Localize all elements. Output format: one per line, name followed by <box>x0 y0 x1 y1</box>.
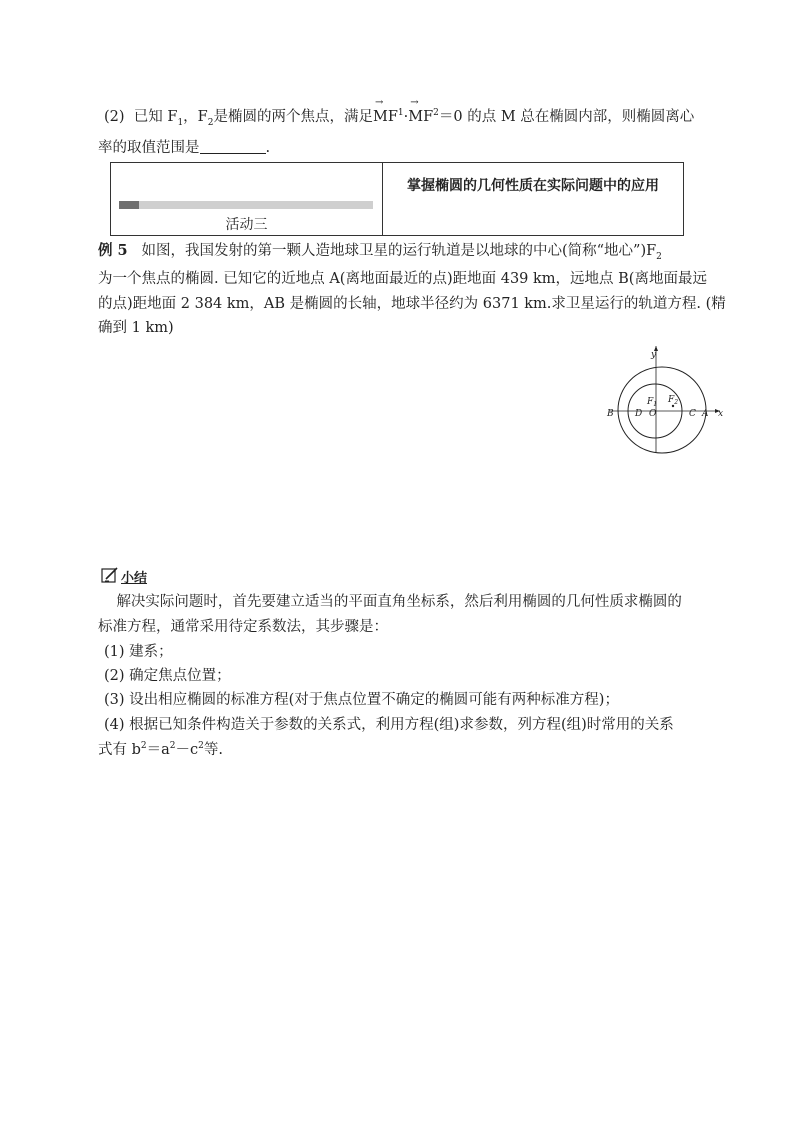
summary-paragraph-line-1 <box>98 592 723 612</box>
example-5-line-3: 的点)距地面 2 384 km，AB 是椭圆的长轴，地球半径约为 6371 km.求卫星运行的轨道方程. (精 <box>98 296 726 312</box>
example-5-line-1 <box>98 241 723 261</box>
summary-title: 小结 <box>121 571 148 586</box>
text: 解决实际问题时，首先要建立适当的平面直角坐标系，然后利用椭圆的几何性质求椭圆的 <box>116 594 682 610</box>
text: . <box>265 140 271 156</box>
text: 式有 b <box>98 742 141 758</box>
superscript: 2 <box>169 741 176 752</box>
vector-text: MF <box>408 109 434 125</box>
text: 等. <box>203 742 223 758</box>
orbit-diagram <box>601 342 726 454</box>
question-2-line-1 <box>104 107 729 127</box>
text: ＝0 的点 M 总在椭圆内部，则椭圆离心 <box>438 109 695 125</box>
text: ＝a <box>146 742 170 758</box>
example-5-line-2: 为一个焦点的椭圆. 已知它的近地点 A(离地面最近的点)距地面 439 km，远地点 B(离地面最远 <box>98 271 707 287</box>
subscript: 2 <box>207 117 214 128</box>
question-number: (2) <box>104 109 125 125</box>
question-2-line-2 <box>98 138 723 158</box>
summary-step-4-cont <box>98 740 723 760</box>
activity-table <box>110 162 684 236</box>
activity-progress-bar <box>119 201 373 209</box>
example-label: 例 5 <box>98 242 128 259</box>
activity-title: 掌握椭圆的几何性质在实际问题中的应用 <box>407 178 659 194</box>
summary-step-4: (4) 根据已知条件构造关于参数的关系式，利用方程(组)求参数，列方程(组)时常用的关系 <box>104 717 674 733</box>
label-F2 <box>667 395 678 406</box>
subscript: 2 <box>656 251 662 262</box>
activity-progress-fill <box>119 201 139 209</box>
pencil-note-icon <box>101 567 119 583</box>
example-5-line-4: 确到 1 km) <box>98 320 174 336</box>
label-C: C <box>689 409 696 419</box>
label-A: A <box>702 409 709 419</box>
text: 是椭圆的两个焦点，满足 <box>213 109 373 125</box>
label-F1 <box>646 397 657 408</box>
label-x: x <box>718 409 724 419</box>
vector-mf2 <box>408 107 433 127</box>
answer-blank[interactable] <box>200 139 266 154</box>
label-F1-sub: 1 <box>653 401 658 408</box>
summary-step-3: (3) 设出相应椭圆的标准方程(对于焦点位置不确定的椭圆可能有两种标准方程)； <box>104 692 619 708</box>
label-F2-sub: 2 <box>674 399 679 406</box>
label-B: B <box>607 409 614 419</box>
superscript: 2 <box>433 108 439 119</box>
text: 率的取值范围是 <box>98 140 200 156</box>
activity-label: 活动三 <box>225 217 268 233</box>
text: 已知 F <box>133 109 178 125</box>
subscript: 1 <box>177 117 184 128</box>
superscript: 2 <box>140 741 147 752</box>
label-F1-letter: F <box>647 397 654 407</box>
text: ，F <box>183 109 208 125</box>
vector-text: MF <box>372 109 398 125</box>
summary-step-1: (1) 建系； <box>104 644 173 660</box>
activity-cell <box>111 163 383 235</box>
label-F2-letter: F <box>668 395 675 405</box>
text: 如图，我国发射的第一颗人造地球卫星的运行轨道是以地球的中心(简称“地心”)F <box>141 243 657 259</box>
summary-step-2: (2) 确定焦点位置； <box>104 668 231 684</box>
summary-paragraph-line-2: 标准方程，通常采用待定系数法，其步骤是： <box>98 619 388 635</box>
superscript: 2 <box>198 741 204 752</box>
text: －c <box>175 742 199 758</box>
vector-mf1 <box>373 107 398 127</box>
label-y: y <box>651 350 657 360</box>
label-D: D <box>635 409 643 419</box>
superscript: 1 <box>397 108 404 119</box>
label-O: O <box>649 409 657 419</box>
dot-operator: · <box>403 109 409 125</box>
